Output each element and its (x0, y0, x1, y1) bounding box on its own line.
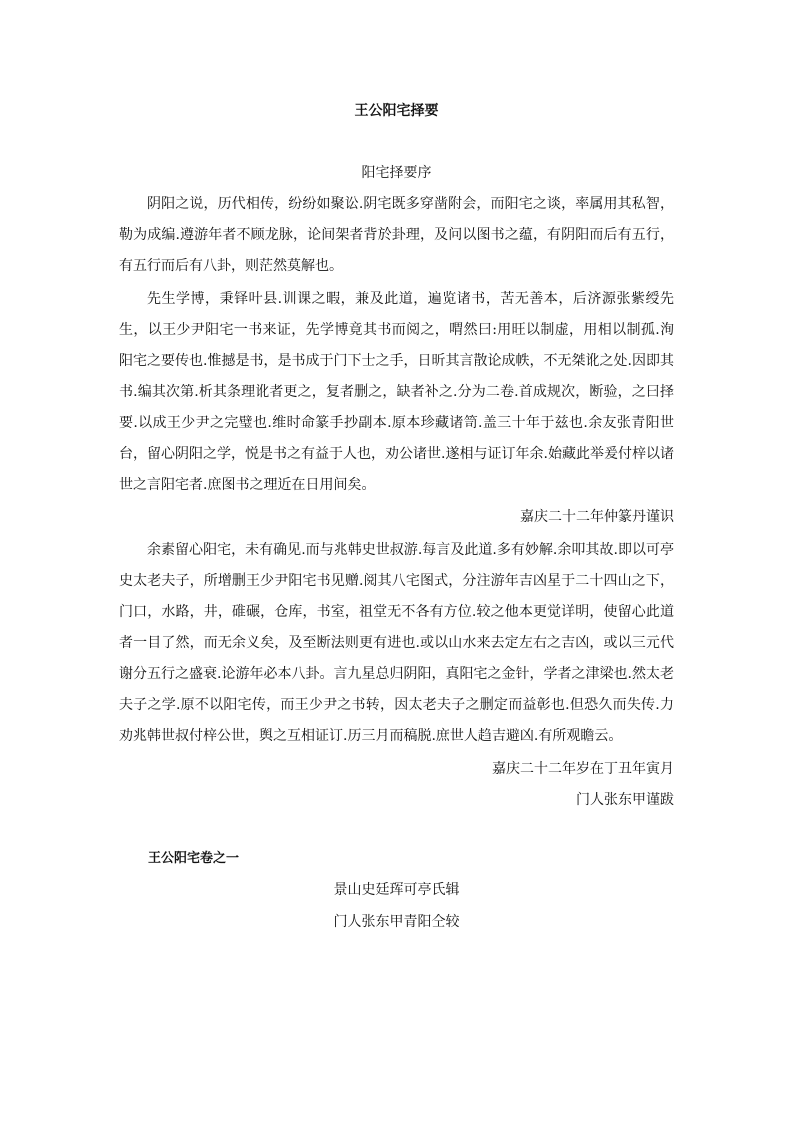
compiler-byline: 景山史廷珲可亭氏辑 (333, 882, 460, 898)
preface-paragraph-1: 阴阳之说，历代相传，纷纷如聚讼.阴宅既多穿凿附会，而阳宅之谈，率属用其私智，勒为成编.遵游年者不顾龙脉，论间架者背於卦理，及问以图书之蕴，有阴阳而后有五行，有五行而后有八卦，则茫然莫解也。 (119, 196, 674, 274)
postscript-signature: 门人张东甲谨跋 (576, 792, 674, 808)
preface-signature: 嘉庆二十二年仲篆丹谨识 (520, 509, 674, 525)
postscript-paragraph: 余素留心阳宅，未有确见.而与兆韩史世叔游.每言及此道.多有妙解.余叩其故.即以可亭史太老夫子，所增删王少尹阳宅书见赠.阅其八宅图式，分注游年吉凶星于二十四山之下，门口，水路，井，碓碾，仓库，书室，祖堂无不各有方位.较之他本更觉详明，使留心此道者一目了然，而无余义矣，及至断法则更有进也.或以山水来去定左右之吉凶，或以三元代谢分五行之盛衰.论游年必本八卦。言九星总归阴阳，真阳宅之金针，学者之津梁也.然太老夫子之学.原不以阳宅传，而王少尹之书转，因太老夫子之删定而益彰也.但恐久而失传.力劝兆韩世叔付梓公世，舆之互相证订.历三月而稿脱.庶世人趋吉避凶.有所观瞻云。 (119, 542, 674, 744)
preface-paragraph-2: 先生学博，秉铎叶县.训课之暇，兼及此道，遍览诸书，苦无善本，后济源张紫绶先生，以王少尹阳宅一书来证，先学博竟其书而阅之，喟然曰:用旺以制虚，用相以制孤.洵阳宅之要传也.惟撼是书，是书成于门下士之手，日昕其言散论成帙，不无桀讹之处.因即其书.编其次第.析其条理讹者更之，复者删之，缺者补之.分为二卷.首成规次，断验，之曰择要.以成王少尹之完璧也.维时命篆手抄副本.原本珍藏诸笥.盖三十年于兹也.余友张青阳世台，留心阴阳之学，悦是书之有益于人也，劝公诸世.遂相与证订年余.始藏此举爰付梓以诸世之言阳宅者.庶图书之理近在日用间矣。 (119, 291, 674, 493)
document-title: 王公阳宅择要 (354, 103, 439, 119)
proofreader-byline: 门人张东甲青阳仝较 (333, 914, 460, 930)
preface-title: 阳宅择要序 (361, 165, 432, 181)
postscript-date: 嘉庆二十二年岁在丁丑年寅月 (492, 761, 674, 777)
volume-title: 王公阳宅卷之一 (148, 851, 240, 866)
